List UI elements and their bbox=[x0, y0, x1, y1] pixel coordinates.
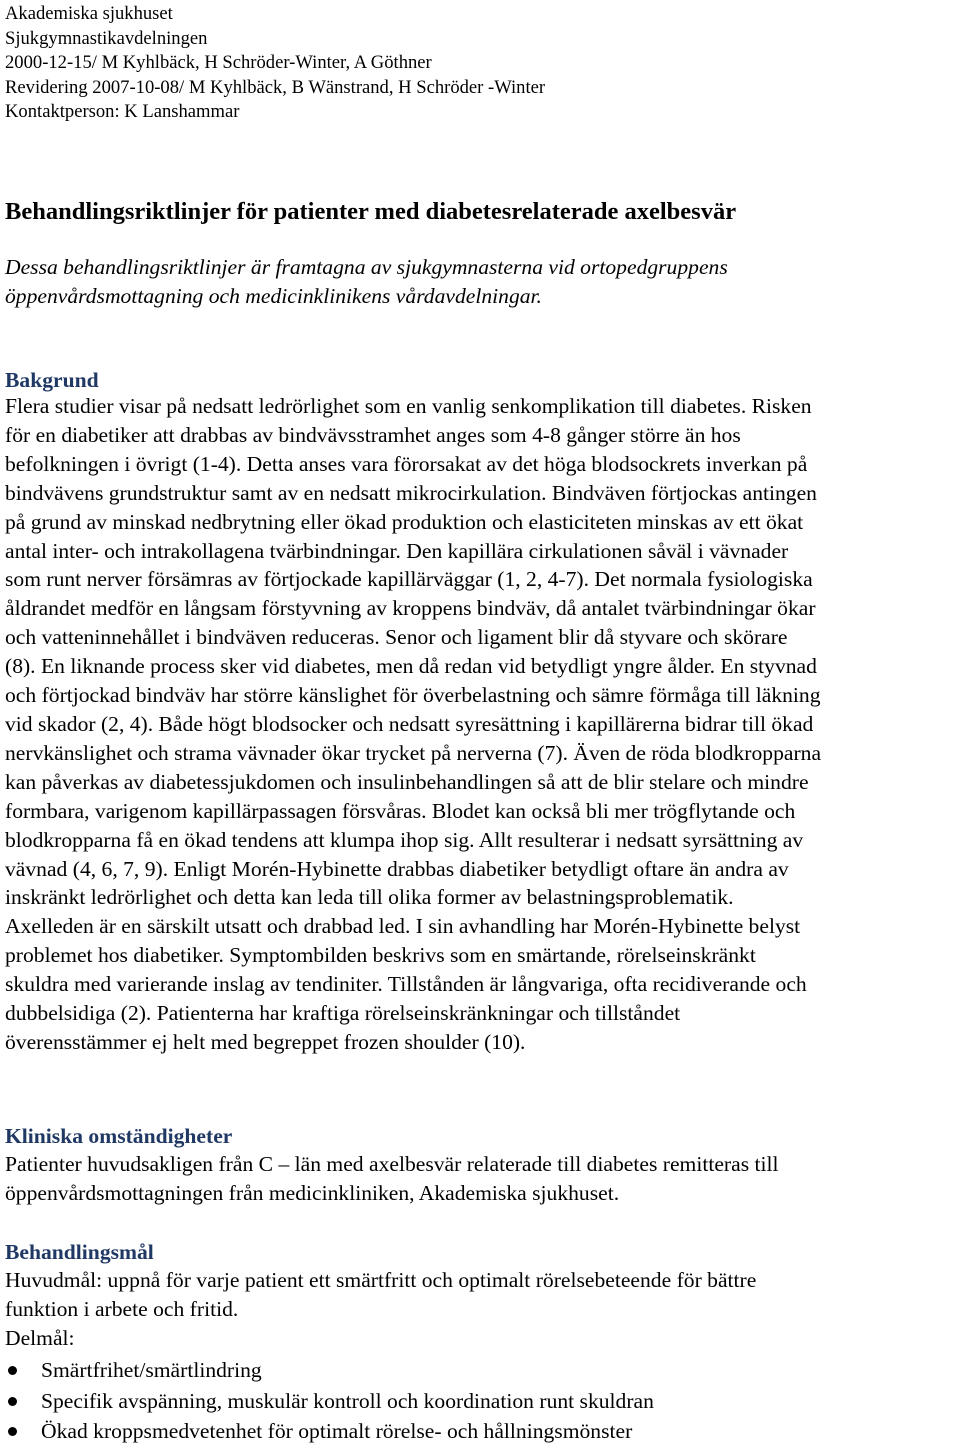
list-item-text: Specifik avspänning, muskulär kontroll och koordination runt skuldran bbox=[41, 1388, 654, 1413]
list-item bbox=[5, 1386, 654, 1417]
bullet-icon bbox=[8, 1427, 17, 1436]
background-paragraph bbox=[5, 392, 821, 1057]
paragraph-line: på grund av minskad nedbrytning eller ökad produktion och elasticiteten minskas av ett ökat bbox=[5, 509, 804, 534]
goals-heading: Behandlingsmål bbox=[5, 1240, 154, 1264]
paragraph-line: Patienter huvudsakligen från C – län med axelbesvär relaterade till diabetes remitteras till bbox=[5, 1152, 779, 1176]
paragraph-line: kan påverkas av diabetessjukdomen och insulinbehandlingen så att de blir stelare och mindre bbox=[5, 769, 809, 794]
paragraph-line: och vatteninnehållet i bindväven reduceras. Senor och ligament blir då styvare och skörare bbox=[5, 625, 788, 650]
paragraph-line: och förtjockad bindväv har större känslighet för överbelastning och sämre förmåga till läkning bbox=[5, 683, 821, 708]
header-authors: 2000-12-15/ M Kyhlbäck, H Schröder-Winter, A Göthner bbox=[5, 52, 432, 74]
main-goal-paragraph bbox=[5, 1266, 756, 1324]
paragraph-line: antal inter- och intrakollagena tvärbindningar. Den kapillära cirkulationen såväl i vävnader bbox=[5, 538, 789, 563]
intro-line: öppenvårdsmottagning och medicinklinikens vårdavdelningar. bbox=[5, 283, 542, 308]
bullet-icon bbox=[8, 1397, 17, 1406]
paragraph-line: åldrandet medför en långsam förstyvning av kroppens bindväv, då antalet tvärbindningar ökar bbox=[5, 596, 816, 621]
intro-line: Dessa behandlingsriktlinjer är framtagna av sjukgymnasterna vid ortopedgruppens bbox=[5, 255, 728, 279]
paragraph-line: som runt nerver försämras av förtjockade kapillärväggar (1, 2, 4-7). Det normala fysiologiska bbox=[5, 567, 813, 592]
intro-paragraph bbox=[5, 253, 728, 310]
paragraph-line: (8). En liknande process sker vid diabetes, men då redan vid betydligt yngre ålder. En styvnad bbox=[5, 654, 817, 679]
header-department: Sjukgymnastikavdelningen bbox=[5, 27, 208, 49]
paragraph-line: nervkänslighet och strama vävnader ökar trycket på nerverna (7). Även de röda blodkropparna bbox=[5, 740, 822, 765]
list-item bbox=[5, 1416, 654, 1447]
paragraph-line: Flera studier visar på nedsatt ledrörlighet som en vanlig senkomplikation till diabetes. Risken bbox=[5, 394, 812, 418]
background-heading: Bakgrund bbox=[5, 368, 99, 392]
paragraph-line: överensstämmer ej helt med begreppet frozen shoulder (10). bbox=[5, 1029, 526, 1054]
clinical-paragraph bbox=[5, 1150, 779, 1208]
clinical-heading: Kliniska omständigheter bbox=[5, 1124, 233, 1148]
paragraph-line: blodkropparna få en ökad tendens att klumpa ihop sig. Allt resulterar i nedsatt syrsättning av bbox=[5, 827, 804, 852]
page-title: Behandlingsriktlinjer för patienter med diabetesrelaterade axelbesvär bbox=[5, 198, 737, 225]
list-item-text: Ökad kroppsmedvetenhet för optimalt rörelse- och hållningsmönster bbox=[41, 1419, 633, 1443]
paragraph-line: inskränkt ledrörlighet och detta kan leda till olika former av belastningsproblematik. bbox=[5, 885, 734, 910]
list-item bbox=[5, 1355, 654, 1386]
paragraph-line: problemet hos diabetiker. Symptombilden beskrivs som en smärtande, rörelseinskränkt bbox=[5, 943, 756, 968]
sub-goals-label: Delmål: bbox=[5, 1326, 75, 1350]
header-hospital: Akademiska sjukhuset bbox=[5, 3, 173, 24]
sub-goals-list bbox=[5, 1355, 654, 1447]
bullet-icon bbox=[8, 1366, 17, 1375]
header-revision: Revidering 2007-10-08/ M Kyhlbäck, B Wänstrand, H Schröder -Winter bbox=[5, 76, 546, 98]
paragraph-line: befolkningen i övrigt (1-4). Detta anses vara förorsakat av det höga blodsockrets inverkan på bbox=[5, 451, 808, 476]
paragraph-line: för en diabetiker att drabbas av bindvävsstramhet anges som 4-8 gånger större än hos bbox=[5, 422, 741, 447]
paragraph-line: vävnad (4, 6, 7, 9). Enligt Morén-Hybinette drabbas diabetiker betydligt oftare än andra av bbox=[5, 856, 789, 881]
list-item-text: Smärtfrihet/smärtlindring bbox=[41, 1358, 262, 1382]
paragraph-line: bindvävens grundstruktur samt av en nedsatt mikrocirkulation. Bindväven förtjockas antingen bbox=[5, 480, 817, 505]
paragraph-line: formbara, varigenom kapillärpassagen försvåras. Blodet kan också bli mer trögflytande och bbox=[5, 798, 796, 823]
document-header bbox=[5, 2, 545, 125]
paragraph-line: funktion i arbete och fritid. bbox=[5, 1296, 239, 1321]
header-contact: Kontaktperson: K Lanshammar bbox=[5, 101, 240, 123]
paragraph-line: öppenvårdsmottagningen från medicinkliniken, Akademiska sjukhuset. bbox=[5, 1180, 620, 1205]
paragraph-line: Huvudmål: uppnå för varje patient ett smärtfritt och optimalt rörelsebeteende för bättre bbox=[5, 1268, 757, 1292]
paragraph-line: skuldra med varierande inslag av tendiniter. Tillstånden är långvariga, ofta recidiverande och bbox=[5, 972, 807, 997]
paragraph-line: Axelleden är en särskilt utsatt och drabbad led. I sin avhandling har Morén-Hybinette belyst bbox=[5, 914, 801, 939]
paragraph-line: vid skador (2, 4). Både högt blodsocker och nedsatt syresättning i kapillärerna bidrar till ökad bbox=[5, 711, 814, 736]
paragraph-line: dubbelsidiga (2). Patienterna har kraftiga rörelseinskränkningar och tillståndet bbox=[5, 1001, 681, 1026]
